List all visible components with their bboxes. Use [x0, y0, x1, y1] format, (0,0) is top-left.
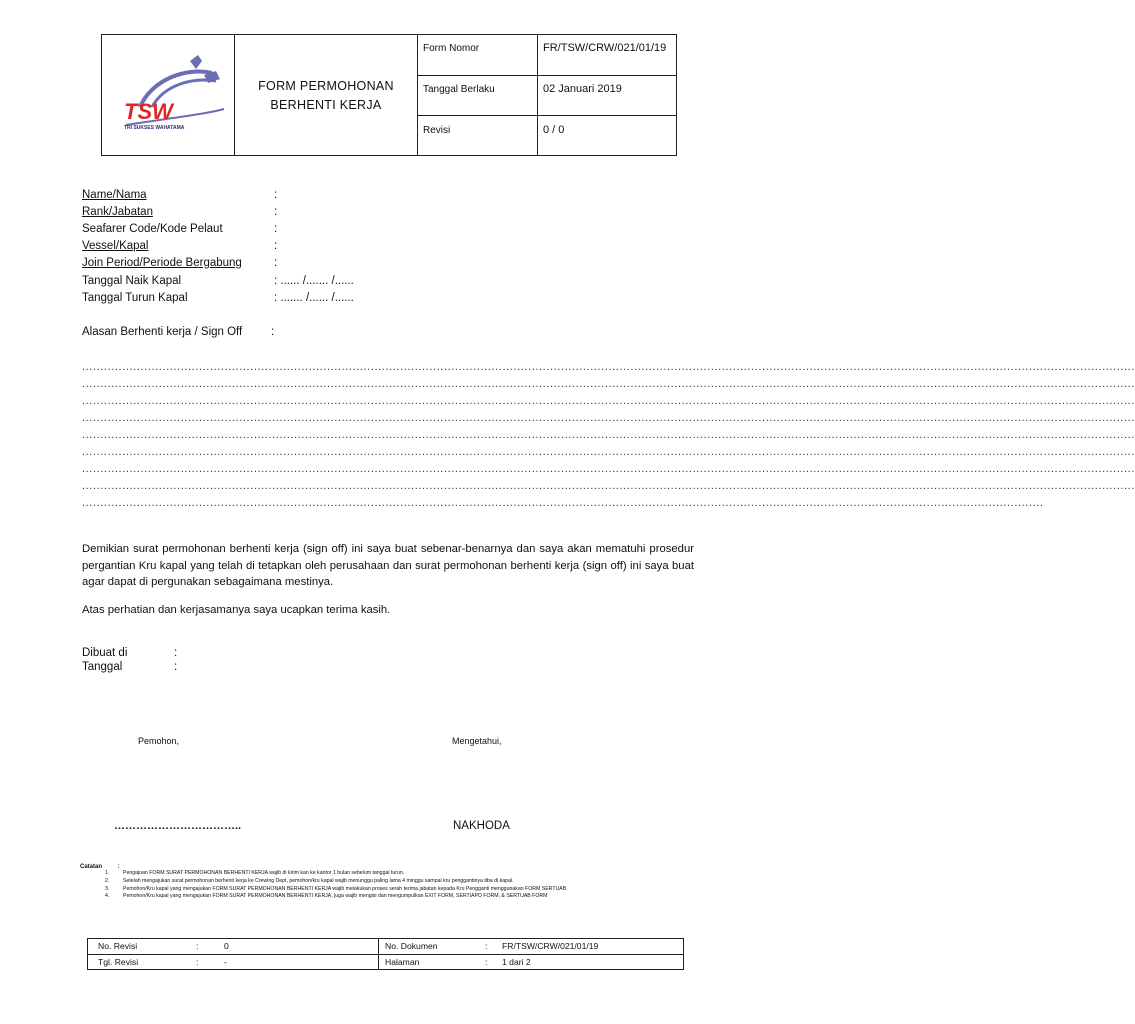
- footer-divider: [88, 954, 683, 955]
- note-item: [105, 878, 705, 886]
- effective-date-label: Tanggal Berlaku: [423, 84, 495, 95]
- page-colon: :: [485, 957, 488, 967]
- revision-no-colon: :: [196, 941, 199, 951]
- applicant-label: Pemohon,: [138, 736, 180, 746]
- header-table: [101, 34, 677, 156]
- revision-date-value: -: [224, 957, 227, 967]
- name-label: Name/Nama: [82, 189, 147, 201]
- revision-value: 0 / 0: [543, 124, 565, 136]
- effective-date-value: 02 Januari 2019: [543, 83, 622, 95]
- revision-no-value: 0: [224, 941, 229, 951]
- acknowledged-label: Mengetahui,: [452, 736, 502, 746]
- seafarer-code-field[interactable]: :: [274, 223, 278, 235]
- document-no-label: No. Dokumen: [385, 941, 438, 951]
- header-divider: [417, 115, 676, 116]
- form-number-label: Form Nomor: [423, 43, 480, 54]
- vessel-label: Vessel/Kapal: [82, 240, 149, 252]
- captain-label: NAKHODA: [453, 820, 510, 832]
- revision-date-label: Tgl. Revisi: [98, 957, 139, 967]
- reason-dotted-line[interactable]: ................................................................................................................................................................................................................................................................................................: [82, 429, 1135, 441]
- rank-field[interactable]: :: [274, 206, 278, 218]
- note-number: 4.: [105, 893, 110, 900]
- reason-dotted-line[interactable]: ................................................................................................................................................................................................................................................................................................: [82, 412, 1135, 424]
- name-field[interactable]: :: [274, 189, 278, 201]
- revision-label: Revisi: [423, 125, 451, 136]
- applicant-signature-line[interactable]: ……………………………..: [114, 820, 242, 832]
- join-period-field[interactable]: :: [274, 257, 278, 269]
- notes-list: [105, 870, 705, 901]
- note-text: Setelah mengajukan surat permohonan berhenti kerja ke Crewing Dept, pemohon/kru kapal wajib menunggu paling lama 4 minggu sampai kru penggantinya tiba di kapal.: [123, 877, 514, 884]
- note-number: 2.: [105, 877, 110, 884]
- note-text: Pemohon/Kru kapal yang mengajukan FORM SURAT PERMOHONAN BERHENTI KERJA, juga wajib mengisi dan mengumpulkan EXIT FORM, SERTIAPD FORM, & SERTUAB FORM: [123, 893, 548, 900]
- date-label: Tanggal: [82, 661, 123, 673]
- revision-date-colon: :: [196, 957, 199, 967]
- date-field[interactable]: :: [174, 661, 178, 673]
- notes-colon: :: [117, 864, 120, 870]
- statement-paragraph: Demikian surat permohonan berhenti kerja (sign off) ini saya buat sebenar-benarnya dan saya akan mematuhi prosedur pergantian Kru kapal yang telah di tetapkan oleh perusahaan dan surat permohonan berhenti kerja (sign off) ini saya buat agar dapat di pergunakan sebagaimana mestinya.: [82, 543, 694, 588]
- sign-off-date-field[interactable]: : ....... /...... /......: [274, 292, 354, 304]
- form-title-line: FORM PERMOHONAN: [258, 79, 394, 93]
- page-value: 1 dari 2: [502, 957, 531, 967]
- reason-dotted-line[interactable]: ................................................................................................................................................................................................................................................................................................: [82, 480, 1135, 492]
- reason-dotted-line[interactable]: ................................................................................................................................................................................................................................................................................................: [82, 395, 1135, 407]
- join-period-label: Join Period/Periode Bergabung: [82, 257, 242, 269]
- note-item: [105, 893, 705, 901]
- reason-label: Alasan Berhenti kerja / Sign Off: [82, 326, 243, 338]
- sign-on-date-label: Tanggal Naik Kapal: [82, 275, 182, 287]
- rank-label: Rank/Jabatan: [82, 206, 153, 218]
- made-at-field[interactable]: :: [174, 647, 178, 659]
- note-text: Pemohon/Kru kapal yang mengajukan FORM SURAT PERMOHONAN BERHENTI KERJA wajib melakukan proses serah terima jabatan kepada Kru Pengganti menggunakan FORM SERTUAB.: [123, 885, 568, 892]
- form-title: [234, 77, 418, 115]
- note-text: Pengajuan FORM SURAT PERMOHONAN BERHENTI KERJA wajib di kirim kan ke kantor 1 bulan sebelum tanggal turun.: [123, 870, 405, 876]
- document-no-colon: :: [485, 941, 488, 951]
- svg-text:TRI SUKSES WAHATAMA: TRI SUKSES WAHATAMA: [124, 125, 185, 131]
- revision-no-label: No. Revisi: [98, 941, 138, 951]
- reason-colon: :: [271, 326, 275, 338]
- tsw-ship-logo: [112, 49, 230, 143]
- sign-on-date-field[interactable]: : ...... /....... /......: [274, 275, 354, 287]
- note-number: 1.: [105, 870, 110, 876]
- vessel-field[interactable]: :: [274, 240, 278, 252]
- reason-dotted-line[interactable]: ................................................................................................................................................................................................................................................................................................: [82, 378, 1135, 390]
- reason-dotted-line[interactable]: ................................................................................................................................................................................................................................................................................................: [82, 463, 1135, 475]
- sign-off-date-label: Tanggal Turun Kapal: [82, 292, 188, 304]
- thanks-paragraph: Atas perhatian dan kerjasamanya saya ucapkan terima kasih.: [82, 604, 391, 616]
- svg-text:TSW: TSW: [124, 99, 173, 124]
- header-divider: [417, 75, 676, 76]
- note-number: 3.: [105, 885, 110, 892]
- made-at-label: Dibuat di: [82, 647, 128, 659]
- note-item: [105, 870, 705, 878]
- form-title-line: BERHENTI KERJA: [270, 98, 382, 112]
- document-no-value: FR/TSW/CRW/021/01/19: [502, 941, 599, 951]
- reason-dotted-line[interactable]: .......................................................................................................................................................................................................................................................................: [82, 497, 1044, 509]
- header-divider: [537, 35, 538, 155]
- seafarer-code-label: Seafarer Code/Kode Pelaut: [82, 223, 223, 235]
- footer-table: [87, 938, 684, 970]
- page-label: Halaman: [385, 957, 420, 967]
- form-number-value: FR/TSW/CRW/021/01/19: [543, 42, 667, 54]
- notes-label-text: Catatan: [80, 864, 103, 870]
- reason-dotted-line[interactable]: ................................................................................................................................................................................................................................................................................................: [82, 446, 1135, 458]
- note-item: [105, 886, 705, 894]
- reason-dotted-line[interactable]: ................................................................................................................................................................................................................................................................................................: [82, 361, 1135, 373]
